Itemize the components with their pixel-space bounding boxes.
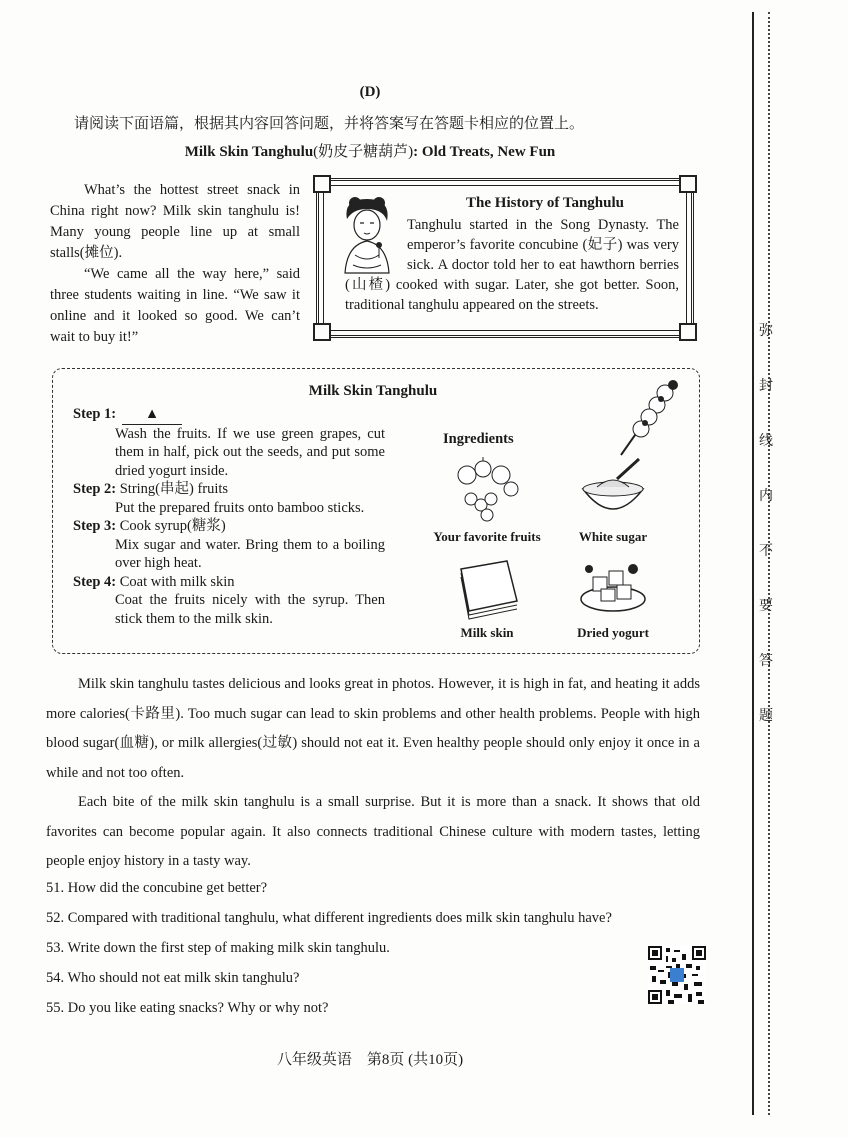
- answer-blank: ▲: [122, 405, 182, 425]
- question-54: 54. Who should not eat milk skin tanghulu?: [46, 970, 300, 986]
- section-label: (D): [359, 84, 381, 100]
- seal-char: 不: [759, 544, 773, 559]
- step-body: Wash the fruits. If we use green grapes, cut them in half, pick out the seeds, and put some dried yogurt inside.: [115, 425, 385, 479]
- page-footer: 八年级英语 第8页 (共10页): [276, 1052, 464, 1068]
- binding-line: [752, 12, 754, 1115]
- seal-char: 线: [759, 434, 773, 449]
- step-body: Mix sugar and water. Bring them to a boiling over high heat.: [115, 536, 385, 571]
- seal-char: 封: [759, 379, 773, 394]
- step-name: Coat with milk skin: [119, 573, 235, 590]
- tanghulu-skewer-illustration: [613, 371, 691, 457]
- ingredient-label: Milk skin: [460, 625, 514, 640]
- history-title: The History of Tanghulu: [466, 195, 624, 211]
- step-body: Coat the fruits nicely with the syrup. Then stick them to the milk skin.: [115, 592, 385, 627]
- recipe-box: [52, 368, 700, 654]
- intro-paragraph-2: “We came all the way here,” said three students waiting in line. “We saw it online and it looked so good. We can’t wait to buy it!”: [50, 266, 300, 345]
- recipe-title: Milk Skin Tanghulu: [308, 383, 438, 399]
- passage-title: [0, 140, 740, 161]
- question-52: 52. Compared with traditional tanghulu, what different ingredients does milk skin tanghulu have?: [46, 910, 612, 926]
- title-part-a: Milk Skin Tanghulu: [184, 144, 314, 160]
- seal-char: 题: [759, 709, 773, 724]
- step-3: [73, 517, 385, 573]
- seal-line-text: [756, 322, 776, 762]
- ingredient-sugar: [543, 455, 683, 545]
- history-body: Tanghulu started in the Song Dynasty. The emperor’s favorite concubine (妃子) was very sick. A doctor told her to eat hawthorn berries (山楂) cooked with sugar. Later, she got better. Soon, traditional tanghulu appeared on the streets.: [345, 217, 679, 313]
- ingredient-label: White sugar: [578, 529, 648, 544]
- sugar-bowl-icon: [573, 455, 653, 525]
- frame-corner: [679, 175, 697, 193]
- step-name: Cook syrup(糖浆): [119, 518, 226, 534]
- seal-char: 答: [759, 654, 773, 669]
- dried-yogurt-icon: [573, 555, 653, 621]
- qr-code[interactable]: [648, 946, 706, 1004]
- article-paragraph-1: Milk skin tanghulu tastes delicious and looks great in photos. However, it is high in fat, and heating it adds more calories(卡路里). Too much sugar can lead to skin problems and other health problems. People with high blood sugar(血糖), or milk allergies(过敏) should not eat it. Even healthy people should only enjoy it once in a while and not too often.: [46, 676, 700, 781]
- seal-char: 要: [759, 599, 773, 614]
- step-4: [73, 573, 385, 629]
- seal-char: 弥: [759, 324, 773, 339]
- step-body: Put the prepared fruits onto bamboo sticks.: [115, 499, 365, 516]
- step-label: Step 4:: [73, 573, 117, 590]
- ingredients-title: Ingredients: [443, 431, 514, 447]
- seal-char: 内: [759, 489, 773, 504]
- step-label: Step 2:: [73, 481, 117, 497]
- ingredient-label: Dried yogurt: [577, 625, 649, 640]
- history-text: [345, 215, 679, 315]
- milk-skin-icon: [447, 555, 527, 621]
- step-name: String(串起) fruits: [119, 481, 229, 497]
- ingredient-fruits: [417, 455, 557, 545]
- title-part-b: : Old Treats, New Fun: [413, 144, 556, 160]
- step-label: Step 3:: [73, 518, 117, 534]
- question-51: 51. How did the concubine get better?: [46, 880, 268, 896]
- step-1: [73, 405, 385, 480]
- ingredient-label: Your favorite fruits: [433, 529, 541, 544]
- step-label: Step 1:: [73, 406, 117, 422]
- question-55: 55. Do you like eating snacks? Why or why not?: [46, 1000, 329, 1016]
- ingredient-yogurt: [543, 555, 683, 641]
- ingredient-milk-skin: [417, 555, 557, 641]
- article-paragraph-2: Each bite of the milk skin tanghulu is a small surprise. But it is more than a snack. It shows that old favorites can become popular again. It also connects traditional Chinese culture with modern tastes, letting people enjoy history in a tasty way.: [46, 794, 700, 869]
- question-53: 53. Write down the first step of making milk skin tanghulu.: [46, 940, 390, 956]
- article-body: [46, 670, 700, 877]
- section-instruction: 请阅读下面语篇，根据其内容回答问题，并将答案写在答题卡相应的位置上。: [74, 116, 585, 132]
- step-2: [73, 480, 385, 517]
- frame-corner: [313, 175, 331, 193]
- title-chinese: (奶皮子糖葫芦): [313, 144, 414, 160]
- fruits-icon: [447, 455, 527, 525]
- intro-text: [50, 180, 300, 348]
- intro-paragraph-1: What’s the hottest street snack in China right now? Milk skin tanghulu is! Many young people line up at small stalls(摊位).: [50, 182, 300, 261]
- frame-corner: [313, 323, 331, 341]
- history-box: [316, 178, 694, 338]
- frame-corner: [679, 323, 697, 341]
- recipe-steps: [73, 405, 385, 628]
